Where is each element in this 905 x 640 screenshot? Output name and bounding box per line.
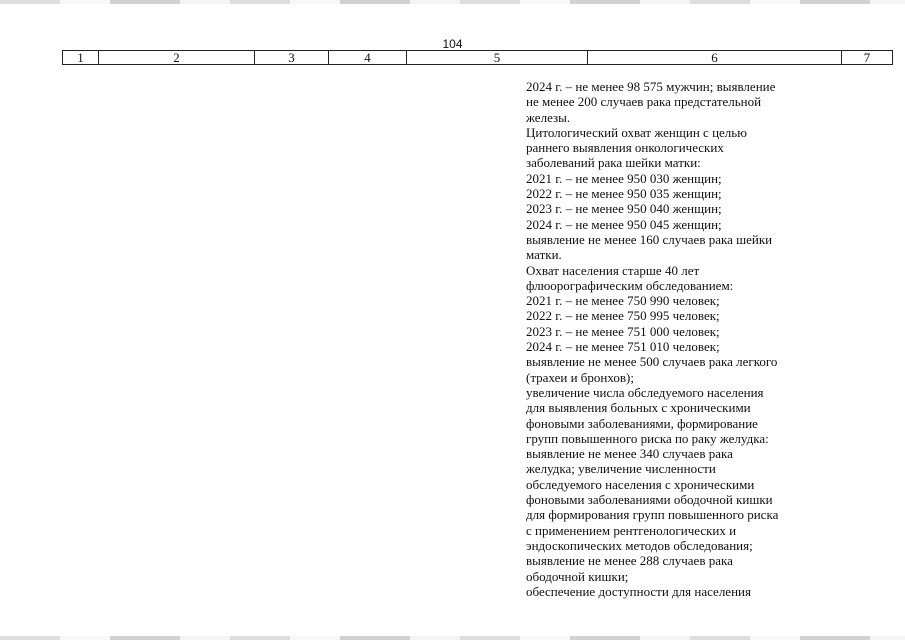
column-number-2: 2 — [99, 51, 255, 65]
text-line: выявление не менее 160 случаев рака шейки — [526, 231, 773, 247]
text-line: флюорографическим обследованием: — [526, 277, 734, 293]
text-line: железы. — [526, 109, 571, 125]
scan-edge-bottom — [0, 636, 905, 640]
text-line: не менее 200 случаев рака предстательной — [526, 94, 762, 110]
text-line: обследуемого населения с хроническими — [526, 476, 755, 492]
text-line: фоновыми заболеваниями, формирование — [526, 415, 758, 431]
text-line: 2021 г. – не менее 750 990 человек; — [526, 293, 720, 309]
text-line: заболеваний рака шейки матки: — [526, 155, 701, 171]
column-6-text — [526, 79, 781, 599]
text-line: 2022 г. – не менее 750 995 человек; — [526, 308, 720, 324]
header-row — [63, 51, 893, 65]
text-line: 2024 г. – не менее 751 010 человек; — [526, 339, 720, 355]
text-line: ободочной кишки; — [526, 568, 629, 584]
page-number: 104 — [442, 37, 463, 51]
text-line: 2024 г. – не менее 98 575 мужчин; выявление — [526, 79, 776, 94]
text-line: 2022 г. – не менее 950 035 женщин; — [526, 186, 722, 202]
column-number-5: 5 — [407, 51, 588, 65]
column-number-3: 3 — [255, 51, 329, 65]
column-number-1: 1 — [63, 51, 99, 65]
text-line: с применением рентгенологических и — [526, 522, 737, 538]
text-line: матки. — [526, 247, 562, 263]
text-line: 2021 г. – не менее 950 030 женщин; — [526, 170, 722, 186]
text-line: эндоскопических методов обследования; — [526, 537, 753, 553]
text-line: (трахеи и бронхов); — [526, 369, 634, 385]
column-number-4: 4 — [329, 51, 407, 65]
column-number-header — [62, 50, 893, 65]
text-line: Охват населения старше 40 лет — [526, 262, 700, 278]
text-line: фоновыми заболеваниями ободочной кишки — [526, 492, 773, 508]
text-line: раннего выявления онкологических — [526, 140, 724, 156]
text-line: обеспечение доступности для населения — [526, 583, 751, 599]
text-line: 2023 г. – не менее 751 000 человек; — [526, 323, 720, 339]
column-number-6: 6 — [588, 51, 842, 65]
text-line: выявление не менее 340 случаев рака — [526, 446, 733, 462]
text-line: групп повышенного риска по раку желудка: — [526, 430, 769, 446]
text-line: выявление не менее 500 случаев рака легкого — [526, 354, 778, 370]
text-line: желудка; увеличение численности — [526, 461, 716, 477]
text-line: 2024 г. – не менее 950 045 женщин; — [526, 216, 722, 232]
scan-edge-top — [0, 0, 905, 4]
text-line: для выявления больных с хроническими — [526, 400, 751, 416]
text-line: для формирования групп повышенного риска — [526, 507, 779, 523]
column-number-7: 7 — [842, 51, 893, 65]
text-line: выявление не менее 288 случаев рака — [526, 553, 733, 569]
text-line: Цитологический охват женщин с целью — [526, 124, 747, 140]
text-line: 2023 г. – не менее 950 040 женщин; — [526, 201, 722, 217]
text-line: увеличение числа обследуемого населения — [526, 384, 764, 400]
